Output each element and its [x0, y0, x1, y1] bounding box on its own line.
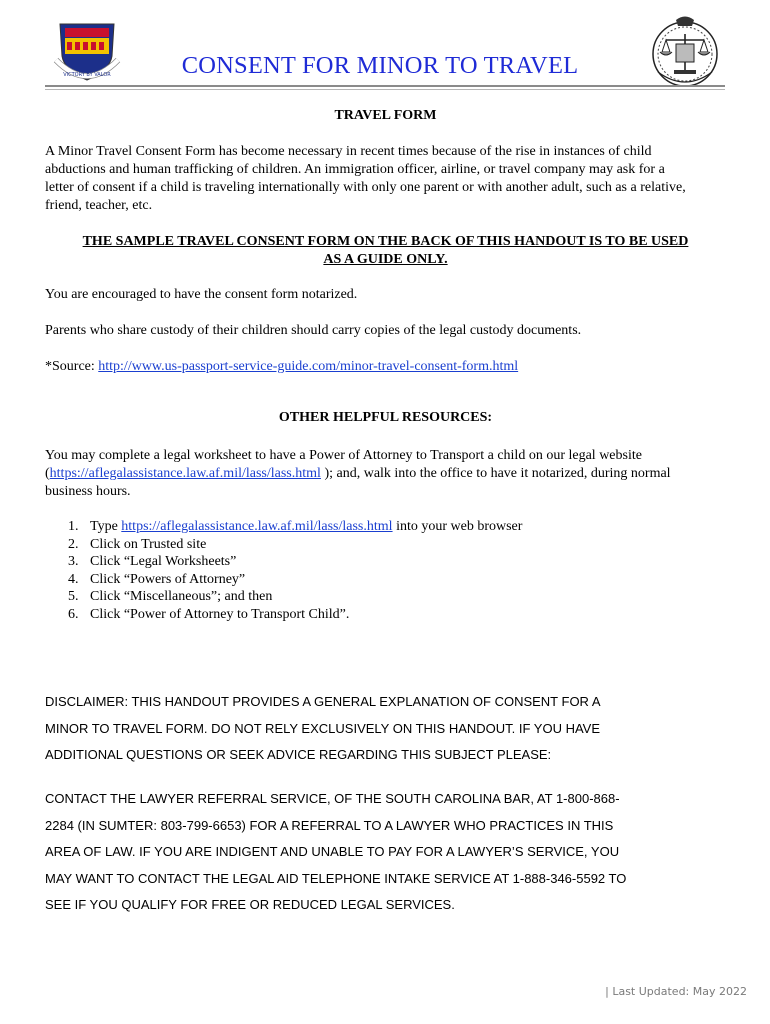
intro-paragraph — [45, 143, 726, 215]
custody-text: Parents who share custody of their children should carry copies of the legal custody documents. — [45, 323, 582, 338]
step-text: Click “Legal Worksheets” — [90, 554, 237, 570]
guide-notice — [45, 233, 726, 269]
step-prefix: Type — [90, 519, 122, 534]
notarize-text: You are encouraged to have the consent form notarized. — [45, 287, 358, 302]
disclaimer-line: MINOR TO TRAVEL FORM. DO NOT RELY EXCLUSIVELY ON THIS HANDOUT. IF YOU HAVE — [45, 720, 601, 736]
page-title: CONSENT FOR MINOR TO TRAVEL — [181, 52, 579, 79]
step-number: 6. — [68, 606, 79, 622]
scales-of-justice-seal-icon — [648, 14, 722, 88]
step-number: 4. — [68, 571, 79, 587]
resources-heading: OTHER HELPFUL RESOURCES: — [278, 410, 493, 425]
intro-line: letter of consent if a child is traveling internationally with only one parent or with another adult, such as a relative, — [45, 180, 686, 195]
contact-line: SEE IF YOU QUALIFY FOR FREE OR REDUCED LEGAL SERVICES. — [45, 897, 455, 912]
step-number: 2. — [68, 536, 79, 552]
intro-line: friend, teacher, etc. — [45, 198, 153, 213]
step-text: Click “Powers of Attorney” — [90, 571, 246, 587]
list-item — [68, 571, 522, 589]
step-text: Click “Power of Attorney to Transport Child”. — [90, 606, 350, 622]
last-updated-footer: | Last Updated: May 2022 — [605, 985, 747, 998]
contact-line: 2284 (IN SUMTER: 803-799-6653) FOR A REFERRAL TO A LAWYER WHO PRACTICES IN THIS — [45, 817, 614, 833]
disclaimer-line: ADDITIONAL QUESTIONS OR SEEK ADVICE REGARDING THIS SUBJECT PLEASE: — [45, 747, 552, 762]
step-number: 3. — [68, 554, 79, 570]
step-link[interactable]: https://aflegalassistance.law.af.mil/lass/lass.html — [121, 519, 393, 534]
list-item — [68, 518, 522, 536]
resources-paragraph — [45, 447, 726, 501]
travel-form-heading: TRAVEL FORM — [334, 108, 437, 123]
list-item — [68, 588, 522, 606]
steps-list — [68, 518, 522, 624]
list-item — [68, 606, 522, 624]
svg-text:VICTORY BY VALOR: VICTORY BY VALOR — [63, 72, 111, 78]
step-text — [90, 518, 522, 536]
step-text: Click on Trusted site — [90, 536, 207, 552]
contact-line: AREA OF LAW. IF YOU ARE INDIGENT AND UNABLE TO PAY FOR A LAWYER’S SERVICE, YOU — [45, 844, 620, 859]
paren: ( — [45, 466, 50, 481]
contact-paragraph — [45, 786, 726, 919]
step-number: 1. — [68, 519, 79, 534]
resources-line — [45, 465, 726, 483]
header-rule — [45, 85, 725, 87]
list-item — [68, 553, 522, 571]
contact-line: CONTACT THE LAWYER REFERRAL SERVICE, OF THE SOUTH CAROLINA BAR, AT 1-800-868- — [45, 791, 620, 806]
intro-line: A Minor Travel Consent Form has become necessary in recent times because of the rise in instances of child — [45, 144, 652, 159]
disclaimer-line: DISCLAIMER: THIS HANDOUT PROVIDES A GENERAL EXPLANATION OF CONSENT FOR A — [45, 694, 601, 709]
legal-website-link[interactable]: https://aflegalassistance.law.af.mil/lass/lass.html — [49, 466, 321, 481]
wing-shield-logo — [52, 20, 122, 84]
resources-line: business hours. — [45, 484, 131, 499]
intro-line: abductions and human trafficking of children. An immigration officer, airline, or travel company may ask for a — [45, 162, 665, 177]
contact-line: MAY WANT TO CONTACT THE LEGAL AID TELEPHONE INTAKE SERVICE AT 1-888-346-5592 TO — [45, 870, 627, 886]
list-item — [68, 536, 522, 554]
step-number: 5. — [68, 589, 79, 605]
step-text: Click “Miscellaneous”; and then — [90, 589, 273, 605]
header-rule-thin — [45, 89, 725, 90]
resources-line: You may complete a legal worksheet to have a Power of Attorney to Transport a child on our legal website — [45, 448, 642, 463]
source-label: *Source: — [45, 359, 99, 374]
notice-line: AS A GUIDE ONLY. — [323, 252, 448, 267]
source-link[interactable]: http://www.us-passport-service-guide.com/minor-travel-consent-form.html — [98, 359, 519, 374]
notice-line: THE SAMPLE TRAVEL CONSENT FORM ON THE BACK OF THIS HANDOUT IS TO BE USED — [82, 234, 689, 249]
resources-line-rest: ); and, walk into the office to have it notarized, during normal — [320, 466, 671, 481]
disclaimer-paragraph — [45, 689, 726, 769]
step-suffix: into your web browser — [392, 519, 523, 534]
source-line — [45, 358, 726, 376]
